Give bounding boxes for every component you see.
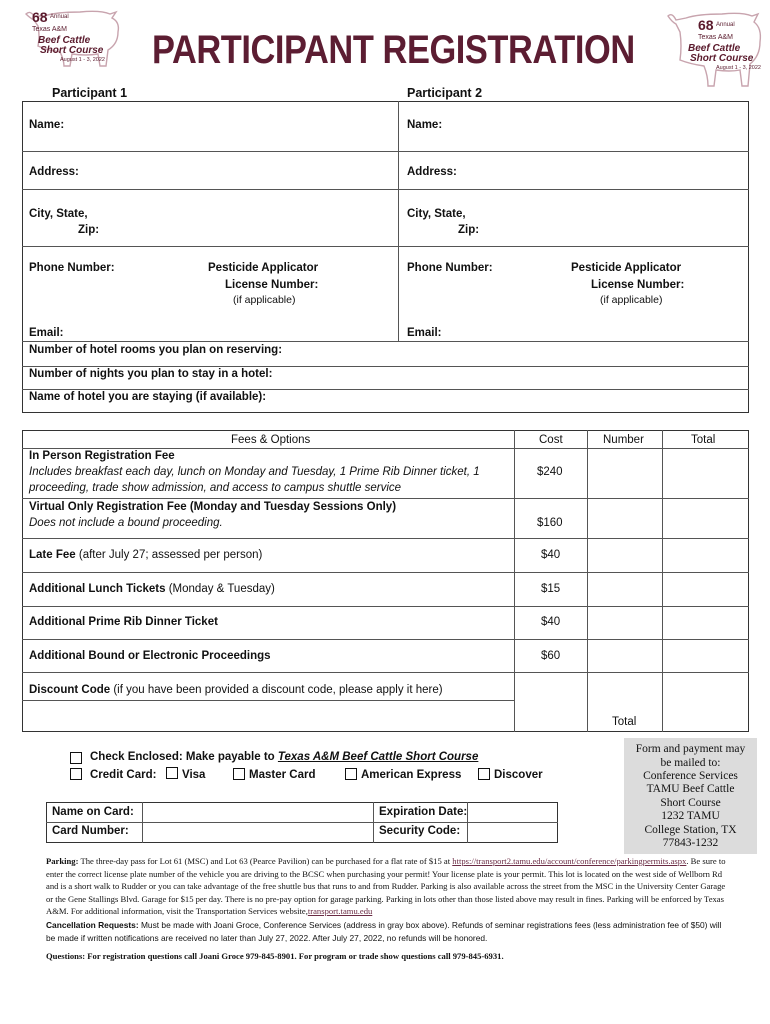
mail-line: College Station, TX: [644, 824, 737, 836]
inperson-desc: Includes breakfast each day, lunch on Monday and Tuesday, 1 Prime Rib Dinner ticket, 1: [29, 466, 480, 478]
cancellation-text: Must be made with Joani Groce, Conference Services (address in gray box above). Refunds of seminar registrations fees (less administration fee of $50) will be made if written notifications are received no later than July 27, 2022. After July 27, 2022, no refunds will be honored.: [46, 920, 722, 943]
name-on-card-label: Name on Card:: [52, 806, 134, 818]
p2-license-label: License Number:: [591, 279, 685, 291]
logo-line1: Beef Cattle: [688, 43, 741, 54]
divider: [22, 639, 749, 640]
lunch-label: Additional Lunch Tickets: [29, 583, 166, 595]
divider: [142, 802, 143, 843]
lunch-row: [29, 583, 275, 595]
p2-phone-label: Phone Number:: [407, 262, 493, 274]
p1-phone-label: Phone Number:: [29, 262, 115, 274]
questions-note: Questions: For registration questions call Joani Groce 979-845-8901. For program or trade show questions call 979-845-6931.: [46, 951, 504, 961]
virtual-title: Virtual Only Registration Fee (Monday and Tuesday Sessions Only): [29, 501, 397, 513]
mail-line: be mailed to:: [660, 757, 721, 769]
virtual-desc: Does not include a bound proceeding.: [29, 517, 223, 529]
check-label: Check Enclosed: Make payable to: [90, 751, 278, 763]
p1-address-label: Address:: [29, 166, 79, 178]
discover-checkbox[interactable]: [478, 768, 490, 780]
divider: [22, 366, 749, 367]
divider: [22, 189, 749, 190]
discount-label: Discount Code: [29, 684, 111, 696]
visa-checkbox[interactable]: [166, 767, 178, 779]
p1-email-label: Email:: [29, 327, 64, 339]
divider: [22, 246, 749, 247]
mail-line: Conference Services: [643, 770, 738, 782]
check-payee: Texas A&M Beef Cattle Short Course: [277, 751, 479, 763]
check-enclosed-checkbox[interactable]: [70, 752, 82, 764]
parking-text: The three-day pass for Lot 61 (MSC) and Lot 63 (Pearce Pavilion) can be purchased for a flat rate of $15 at: [78, 856, 453, 866]
logo-dates: August 1 - 3, 2022: [716, 65, 761, 71]
logo-school: Texas A&M: [698, 34, 734, 41]
late-fee-cost: $40: [541, 549, 561, 561]
p2-email-label: Email:: [407, 327, 442, 339]
logo-annual: Annual: [50, 14, 69, 20]
logo-anniversary: 68: [698, 17, 714, 33]
divider: [22, 538, 749, 539]
logo-dates: August 1 - 3, 2022: [60, 57, 105, 63]
cancellation-label: Cancellation Requests:: [46, 920, 139, 930]
mastercard-label: Master Card: [249, 769, 316, 781]
total-label: Total: [612, 716, 637, 728]
p1-name-label: Name:: [29, 119, 65, 131]
mail-line: Short Course: [660, 797, 721, 809]
late-fee-row: [29, 549, 262, 561]
mastercard-checkbox[interactable]: [233, 768, 245, 780]
divider: [22, 606, 749, 607]
lunch-cost: $15: [541, 583, 561, 595]
inperson-desc: proceeding, trade show admission, and access to campus shuttle service: [29, 482, 402, 494]
mail-line: TAMU Beef Cattle: [646, 783, 735, 795]
col-fees-options: Fees & Options: [231, 434, 311, 446]
participant2-header: Participant 2: [407, 86, 483, 100]
discover-label: Discover: [494, 769, 543, 781]
logo-right: [664, 6, 768, 92]
p2-name-label: Name:: [407, 119, 443, 131]
primerib-label: Additional Prime Rib Dinner Ticket: [29, 616, 218, 628]
hotel-name-label: Name of hotel you are staying (if available):: [29, 391, 267, 403]
p1-pesticide-label: Pesticide Applicator: [208, 262, 319, 274]
divider: [514, 430, 515, 732]
amex-checkbox[interactable]: [345, 768, 357, 780]
card-number-label: Card Number:: [52, 825, 129, 837]
divider: [22, 448, 749, 449]
visa-label: Visa: [182, 769, 206, 781]
p2-zip-label: Zip:: [458, 224, 480, 236]
participant1-header: Participant 1: [52, 86, 128, 100]
inperson-cost: $240: [537, 466, 563, 478]
page-title: PARTICIPANT REGISTRATION: [152, 28, 635, 72]
col-number: Number: [603, 434, 644, 446]
parking-permit-link[interactable]: https://transport2.tamu.edu/account/conference/parkingpermits.aspx: [452, 856, 687, 866]
logo-line2: Short Course: [40, 45, 104, 56]
divider: [22, 341, 749, 342]
check-enclosed-row: [90, 751, 478, 763]
late-fee-note: (after July 27; assessed per person): [75, 549, 263, 561]
bound-label: Additional Bound or Electronic Proceedings: [29, 650, 271, 662]
divider: [22, 389, 749, 390]
mail-line: Form and payment may: [635, 743, 746, 755]
discount-row: [29, 684, 443, 696]
mail-line: 1232 TAMU: [661, 810, 720, 822]
primerib-cost: $40: [541, 616, 561, 628]
logo-line1: Beef Cattle: [38, 35, 91, 46]
divider: [22, 498, 749, 499]
col-total: Total: [691, 434, 716, 446]
logo-annual: Annual: [716, 22, 735, 28]
divider: [662, 430, 663, 732]
credit-card-checkbox[interactable]: [70, 768, 82, 780]
parking-label: Parking:: [46, 856, 79, 866]
hotel-rooms-label: Number of hotel rooms you plan on reserving:: [29, 344, 283, 356]
lunch-note: (Monday & Tuesday): [165, 583, 275, 595]
inperson-title: In Person Registration Fee: [29, 450, 175, 462]
divider: [373, 802, 374, 843]
p1-city-label: City, State,: [29, 208, 88, 220]
hotel-nights-label: Number of nights you plan to stay in a hotel:: [29, 368, 273, 380]
divider: [587, 430, 588, 732]
parking-text: . Be sure to enter the correct license plate number of the vehicle you are driving to the BCSC when purchasing your permit! Your license plate is your permit. This lot is located on the west side of Wellborn Rd and is a short walk to Rudder or you can take advantage of the free shuttle bus that runs to and from Rudder. Parking is also available across the street from the MSC in the University Center Garage or the Gene Stallings Blvd. Garage for $15 per day. There is no pre-pay option for garage parking. Parking in lots other than those listed above may result in fines. Parking will be enforced by Texas A&M. For additional information, visit the Transportation Services website,: [46, 856, 726, 916]
logo-anniversary: 68: [32, 9, 48, 25]
late-fee-label: Late Fee: [29, 549, 76, 561]
divider: [46, 822, 558, 823]
virtual-cost: $160: [537, 517, 563, 529]
p1-if-applicable: (if applicable): [233, 294, 296, 306]
mail-line: 77843-1232: [662, 837, 719, 849]
p2-address-label: Address:: [407, 166, 457, 178]
p1-license-label: License Number:: [225, 279, 319, 291]
credit-card-label: Credit Card:: [90, 769, 157, 781]
p2-if-applicable: (if applicable): [600, 294, 663, 306]
col-cost: Cost: [539, 434, 563, 446]
divider: [22, 151, 749, 152]
p2-pesticide-label: Pesticide Applicator: [571, 262, 682, 274]
divider: [22, 672, 749, 673]
logo-left: [20, 6, 128, 70]
p1-zip-label: Zip:: [78, 224, 100, 236]
transport-link[interactable]: transport.tamu.edu: [307, 906, 373, 916]
parking-note: [46, 855, 726, 918]
expiration-label: Expiration Date:: [379, 806, 468, 818]
security-code-label: Security Code:: [379, 825, 461, 837]
divider: [398, 101, 399, 341]
logo-school: Texas A&M: [32, 26, 68, 33]
bound-cost: $60: [541, 650, 561, 662]
amex-label: American Express: [361, 769, 462, 781]
logo-line2: Short Course: [690, 53, 754, 64]
divider: [22, 572, 749, 573]
cancellation-note: [46, 919, 726, 944]
p2-city-label: City, State,: [407, 208, 466, 220]
divider: [22, 700, 515, 701]
discount-note: (if you have been provided a discount code, please apply it here): [110, 684, 443, 696]
